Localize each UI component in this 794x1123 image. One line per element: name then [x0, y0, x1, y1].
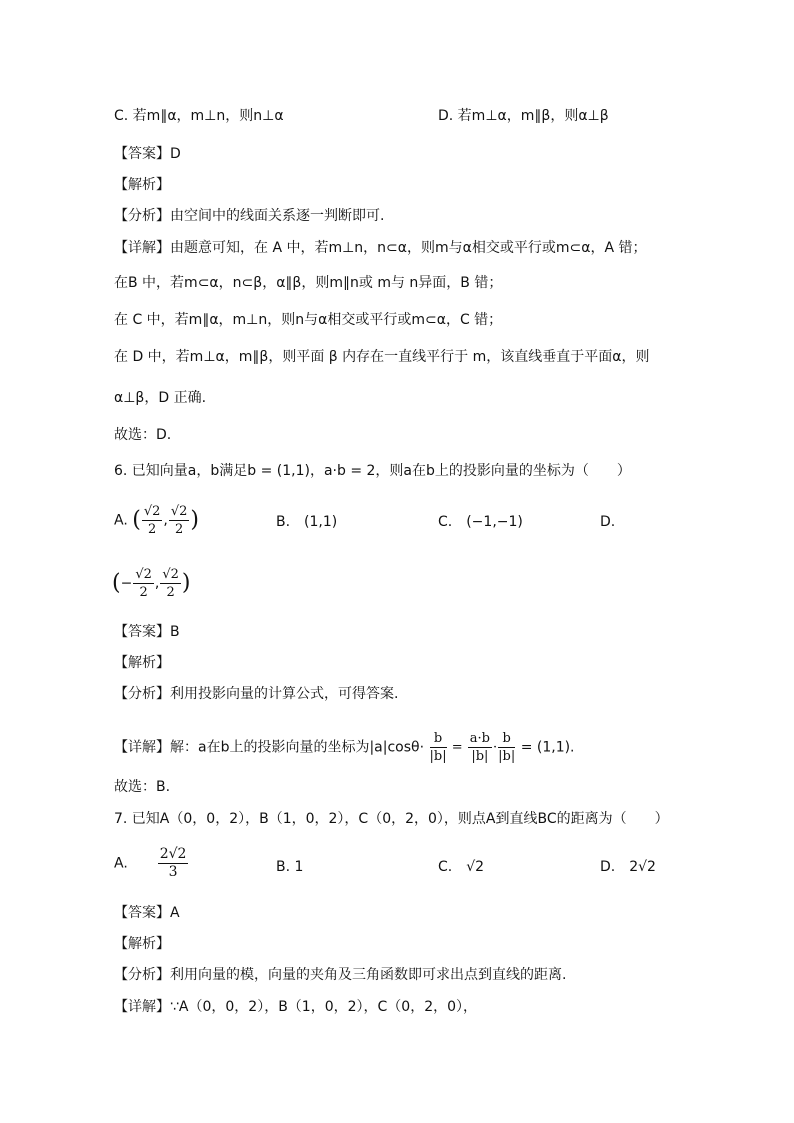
q6-option-b: B. (1,1) [276, 514, 338, 530]
q5-detail-line-5: α⊥β，D 正确. [114, 390, 207, 406]
q7-analysis-heading: 【解析】 [114, 936, 170, 952]
q6-projection-formula: $\frac{b}{|b|}$ = $\frac{a\cdot b}{|b|}$ · $\frac{b}{|b|}$ [429, 731, 516, 764]
q6-detail-suffix: = (1,1). [520, 739, 575, 756]
q5-detail-line-1: 【详解】由题意可知，在 A 中，若m⊥n，n⊂α，则m与α相交或平行或m⊂α，A 错； [114, 240, 647, 256]
q7-detail-line-1: 【详解】∵A（0，0，2），B（1，0，2），C（0，2，0）， [114, 999, 478, 1015]
q6-option-d: D. [600, 514, 616, 530]
q5-detail-line-3: 在 C 中，若m∥α，m⊥n，则n与α相交或平行或m⊂α，C 错； [114, 312, 503, 328]
q6-option-a-label: A. [114, 512, 128, 529]
q7-option-a [114, 846, 189, 881]
q5-fenxi: 【分析】由空间中的线面关系逐一判断即可. [114, 208, 385, 224]
q5-option-d: D. 若m⊥α，m∥β，则α⊥β [438, 108, 609, 124]
q5-option-c: C. 若m∥α，m⊥n，则n⊥α [114, 108, 284, 124]
q5-detail-line-4: 在 D 中，若m⊥α，m∥β，则平面 β 内存在一直线平行于 m，该直线垂直于平面α，则 [114, 349, 650, 365]
q6-stem: 6. 已知向量a，b满足b = (1,1)，a·b = 2，则a在b上的投影向量的坐标为（ ） [114, 463, 631, 479]
q6-analysis-heading: 【解析】 [114, 655, 170, 671]
q7-option-c: C. √2 [438, 859, 485, 875]
q6-choose: 故选：B. [114, 779, 171, 795]
q6-option-a-numerator-1: √2 [143, 504, 161, 519]
q7-option-d: D. 2√2 [600, 859, 656, 875]
q5-detail-line-2: 在B 中，若m⊂α，n⊂β，α∥β，则m∥n或 m与 n异面，B 错； [114, 275, 503, 291]
q6-option-d-numerator-1: √2 [135, 567, 152, 582]
q7-option-a-label: A. [114, 855, 128, 872]
q7-option-b: B. 1 [276, 859, 304, 875]
q6-option-a: A. ( $\frac{√2}{2}$ , $\frac{√2}{2}$ ) [114, 504, 199, 537]
q5-answer: 【答案】D [114, 146, 181, 162]
q7-fenxi: 【分析】利用向量的模，向量的夹角及三角函数即可求出点到直线的距离. [114, 967, 567, 983]
q7-answer: 【答案】A [114, 905, 180, 921]
q6-answer: 【答案】B [114, 624, 180, 640]
q6-detail-line [114, 730, 575, 765]
q7-option-a-denominator: 3 [168, 864, 178, 880]
q6-option-c: C. (−1,−1) [438, 514, 523, 530]
q7-option-a-numerator: 2√2 [159, 846, 187, 862]
q6-option-d-denominator-1: 2 [139, 585, 148, 600]
q6-option-a-denominator-2: 2 [174, 522, 184, 537]
q6-option-d-numerator-2: √2 [162, 567, 179, 582]
q7-stem: 7. 已知A（0，0，2），B（1，0，2），C（0，2，0），则点A到直线BC的距离为（ ） [114, 811, 669, 827]
q6-option-a-numerator-2: √2 [170, 504, 188, 519]
q6-option-d-value: (− $\frac{√2}{2}$ , $\frac{√2}{2}$ ) [112, 567, 191, 600]
q5-analysis-heading: 【解析】 [114, 177, 170, 193]
q5-choose: 故选：D. [114, 427, 172, 443]
q6-fenxi: 【分析】利用投影向量的计算公式，可得答案. [114, 686, 399, 702]
q6-detail-prefix: 【详解】解：a在b上的投影向量的坐标为|a|cosθ· [114, 739, 425, 756]
q6-option-d-denominator-2: 2 [166, 585, 175, 600]
q6-option-a-denominator-1: 2 [147, 522, 157, 537]
